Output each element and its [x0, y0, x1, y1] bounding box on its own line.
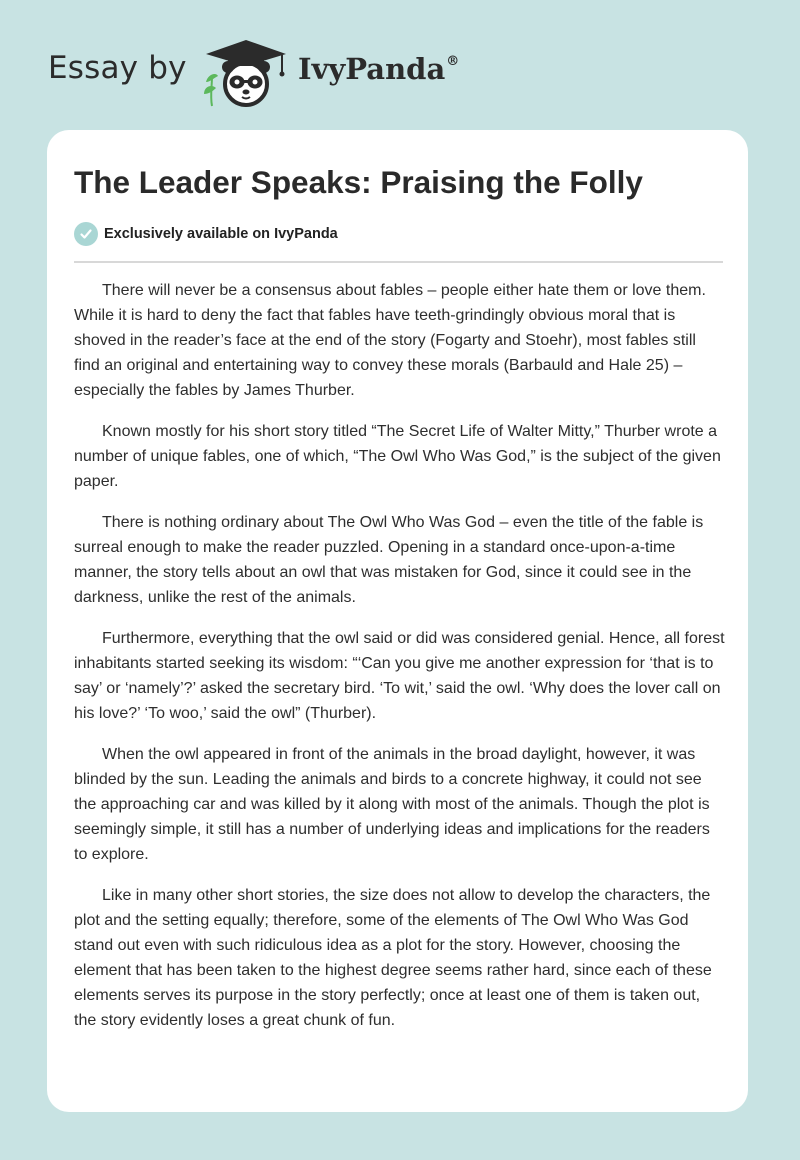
essay-by-label: Essay by — [48, 50, 187, 86]
brand-name[interactable] — [298, 52, 459, 86]
essay-title: The Leader Speaks: Praising the Folly — [74, 164, 643, 200]
essay-body — [74, 278, 726, 1049]
site-header — [0, 0, 800, 130]
panda-graduation-cap-icon — [198, 36, 294, 110]
essay-card — [47, 130, 748, 1112]
checkmark-icon — [74, 222, 98, 246]
paragraph: There is nothing ordinary about The Owl Who Was God – even the title of the fable is surreal enough to make the reader puzzled. Opening in a standard once-upon-a-time manner, the story tells about an owl that was mistaken for God, since it could see in the darkness, unlike the rest of the animals. — [74, 514, 704, 606]
registered-mark: ® — [446, 54, 460, 69]
paragraph: Known mostly for his short story titled “The Secret Life of Walter Mitty,” Thurber wrote a number of unique fables, one of which, “The Owl Who Was God,” is the subject of the given paper. — [74, 423, 721, 490]
paragraph: Like in many other short stories, the size does not allow to develop the characters, the plot and the setting equally; therefore, some of the elements of The Owl Who Was God stand out even with such ridiculous idea as a plot for the story. However, choosing the element that has been taken to the highest degree seems rather hard, since each of these elements serves its purpose in the story perfectly; once at least one of them is taken out, the story evidently loses a great chunk of fun. — [74, 887, 712, 1029]
paragraph: Furthermore, everything that the owl said or did was considered genial. Hence, all forest inhabitants started seeking its wisdom: “‘Can you give me another expression for ‘that is to say’ or ‘namely’?’ asked the secretary bird. ‘To wit,’ said the owl. ‘Why does the lover call on his love?’ ‘To woo,’ said the owl” (Thurber). — [74, 630, 725, 722]
paragraph: When the owl appeared in front of the animals in the broad daylight, however, it was blinded by the sun. Leading the animals and birds to a concrete highway, it could not see the approaching car and was killed by it along with most of the animals. Though the plot is seemingly simple, it still has a number of underlying ideas and implications for the readers to explore. — [74, 746, 710, 863]
brand-text: IvyPanda — [298, 52, 446, 86]
title-divider — [74, 261, 723, 263]
paragraph: There will never be a consensus about fables – people either hate them or love them. While it is hard to deny the fact that fables have teeth-grindingly obvious moral that is shoved in the reader’s face at the end of the story (Fogarty and Stoehr), most fables still find an original and entertaining way to convey these morals (Barbauld and Hale 25) – especially the fables by James Thurber. — [74, 282, 706, 399]
exclusive-badge — [74, 222, 338, 246]
exclusive-label: Exclusively available on IvyPanda — [104, 226, 338, 242]
